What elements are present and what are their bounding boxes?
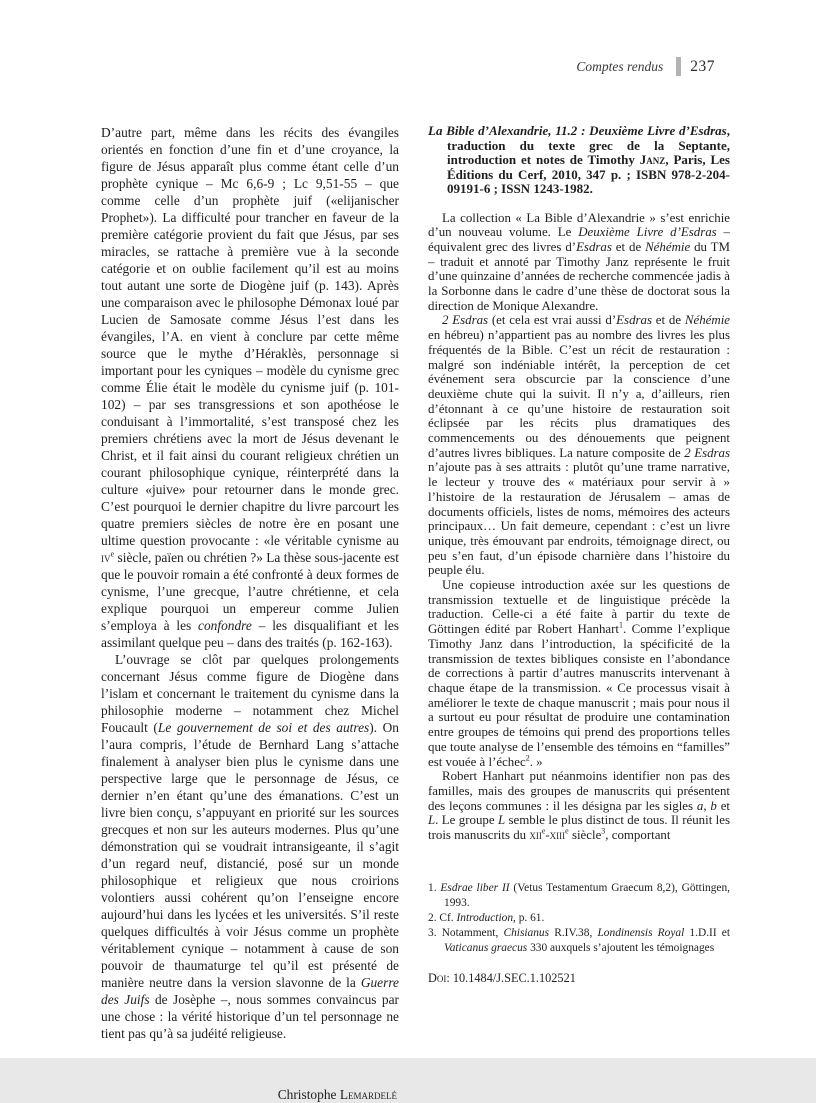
review-paragraph: D’autre part, même dans les récits des évangiles orientés en fonction d’une fin et d’une croyance, la figure de Jésus apparaît plus comme étant celle d’un prophète cynique – Mc 6,6-9 ; Lc 9,51-55 – que comme celle d’un prophète juif («elijanischer Prophet»). La difficulté pour trancher en faveur de la première catégorie provient du fait que Jésus, par ses miracles, se rattache à première vue à la seconde catégorie et on oublie facilement qu’il est au moins tout autant une sorte de Diogène juif (p. 143). Après une comparaison avec le philosophe Démonax loué par Lucien de Samosate comme Jésus l’est dans les évangiles, l’A. en vient à conclure par cette même source que le mythe d’Héraklès, personnage si important pour les cyniques – modèle du cynisme grec comme Élie était le modèle du cynisme juif (p. 101-102) – par ses transgressions et son apothéose le conduisant à l’immortalité, s’est transposé chez les premiers chrétiens avec la mort de Jésus devenant le Christ, et il fait ainsi du courant religieux chrétien un courant philosophique cynique, réinterprété dans la culture «juive» pour retourner dans le monde grec. C’est pourquoi le dernier chapitre du livre parcourt les quatre premiers siècles de notre ère en posant une ultime question provocante : «le véritable cynisme au $iv^e$ siècle, païen ou chrétien ?» La thèse sous-jacente est que le pouvoir romain a été confronté à deux formes de cynisme, l’une grecque, l’autre chrétienne, et cela explique pourquoi un empereur comme Julien s’employa à les confondre – les disqualifiant et les assimilant quelque peu – dans des traités (p. 162-163). bbox=[101, 125, 399, 650]
review-paragraph: La collection « La Bible d’Alexandrie » s’est enrichie d’un nouveau volume. Le Deuxième Livre d’Esdras – équivalent grec des livres d’Esdras et de Néhémie du TM – traduit et annoté par Timothy Janz représente le fruit d’une quinzaine d’années de recherche commencée jadis à la Sorbonne dans le cadre d’une thèse de doctorat sous la direction de Monique Alexandre. bbox=[428, 210, 730, 313]
page-number: 237 bbox=[690, 57, 715, 75]
reviewer-signature: Christophe Lemardelé bbox=[277, 1087, 397, 1102]
footnote-2: 2. Cf. Introduction, p. 61. bbox=[428, 911, 545, 924]
review-paragraph: Robert Hanhart put néanmoins identifier non pas des familles, mais des groupes de manuscrits qui présentent des leçons communes : il les désigna par les sigles a, b et L. Le groupe L semble le plus distinct de tous. Il réunit les trois manuscrits du xii$^e$-xiii$^e$ siècle$^3$, comportant bbox=[428, 769, 730, 843]
doi-line: Doi: 10.1484/J.SEC.1.102521 bbox=[428, 970, 576, 985]
running-head bbox=[576, 57, 715, 76]
footnote-3: 3. Notamment, Chisianus R.IV.38, Londinensis Royal 1.D.II et Vaticanus graecus 330 auxquels s’ajoutent les témoignages bbox=[428, 926, 731, 954]
page-number-divider bbox=[676, 57, 681, 76]
review-paragraph: Une copieuse introduction axée sur les questions de transmission textuelle et de linguistique précède la traduction. Celle-ci a été faite à partir du texte de Göttingen édité par Robert Hanhart$^1$. Comme l’explique Timothy Janz dans l’introduction, la spécificité de la transmission de textes bibliques consiste en l’abondance de corrections à partir d’autres manuscrits intervenant à chaque étape de la transmission. « Ce processus visait à améliorer le texte de chaque manuscrit ; mais pour nous il a surtout eu pour résultat de produire une contamination entre groupes de témoins qui prend des proportions telles que toute analyse de l’ensemble des témoins en “familles” est vouée à l’échec$^2$. » bbox=[428, 578, 731, 769]
right-column bbox=[428, 124, 730, 985]
footnotes bbox=[428, 881, 730, 956]
footnote-1: 1. Esdrae liber II (Vetus Testamentum Graecum 8,2), Göttingen, 1993. bbox=[428, 881, 730, 909]
left-column bbox=[101, 124, 399, 1103]
section-title: Comptes rendus bbox=[576, 58, 664, 74]
review-paragraph: L’ouvrage se clôt par quelques prolongements concernant Jésus comme figure de Diogène dans l’islam et concernant le traitement du cynisme dans la philosophie moderne – notamment chez Michel Foucault (Le gouvernement de soi et des autres). On l’aura compris, l’étude de Bernhard Lang s’attache finalement à analyser bien plus le cynisme dans une perspective large que le personnage de Jésus, ce dernier n’en étant qu’une des émanations. C’est un livre bien conçu, s’appuyant en priorité sur les sources grecques et non sur les auteurs modernes. Plus qu’une démonstration qui se voudrait intransigeante, il s’agit d’un regard neuf, distancié, posé sur un monde philosophique et religieux que nous croirions volontiers aussi cohérent qu’on l’enseigne encore aujourd’hui dans les lycées et les universités. S’il reste quelques difficultés à voir Jésus comme un prophète véritablement cynique – notamment à cause de son pouvoir de thaumaturge tel qu’il est présenté de manière neutre dans la version slavonne de la Guerre des Juifs de Josèphe –, nous sommes convaincus par une chose : la vérité historique d’un tel personnage ne tient pas qu’à sa judéité religieuse. bbox=[101, 652, 399, 1041]
book-reference-heading: La Bible d’Alexandrie, 11.2 : Deuxième Livre d’Esdras, traduction du texte grec de la Septante, introduction et notes de Timothy Janz, Paris, Les Éditions du Cerf, 2010, 347 p. ; ISBN 978-2-204-09191-6 ; ISSN 1243-1982. bbox=[428, 123, 730, 196]
review-paragraph: 2 Esdras (et cela est vrai aussi d’Esdras et de Néhémie en hébreu) n’appartient pas au nombre des livres les plus fréquentés de la Bible. C’est un récit de restauration : malgré son indéniable intérêt, la perception de cet événement sera obscurcie par la conscience d’une deuxième chute qui la suivit. Il n’y a, d’ailleurs, rien d’étonnant à ce qu’une histoire de restauration soit éclipsée par les récits plus dramatiques des commencements ou des dénouements que peignent d’autres livres bibliques. La nature composite de 2 Esdras n’ajoute pas à ses attraits : plutôt qu’une trame narrative, le lecteur y trouve des « matériaux pour servir à » l’histoire de la restauration de Jérusalem – amas de documents officiels, listes de noms, mémoires des acteurs principaux… Un fait demeure, cependant : c’est un livre unique, très émouvant par endroits, témoignage direct, ou peu s’en faut, d’un épisode charnière dans l’histoire du peuple élu. bbox=[428, 313, 731, 578]
